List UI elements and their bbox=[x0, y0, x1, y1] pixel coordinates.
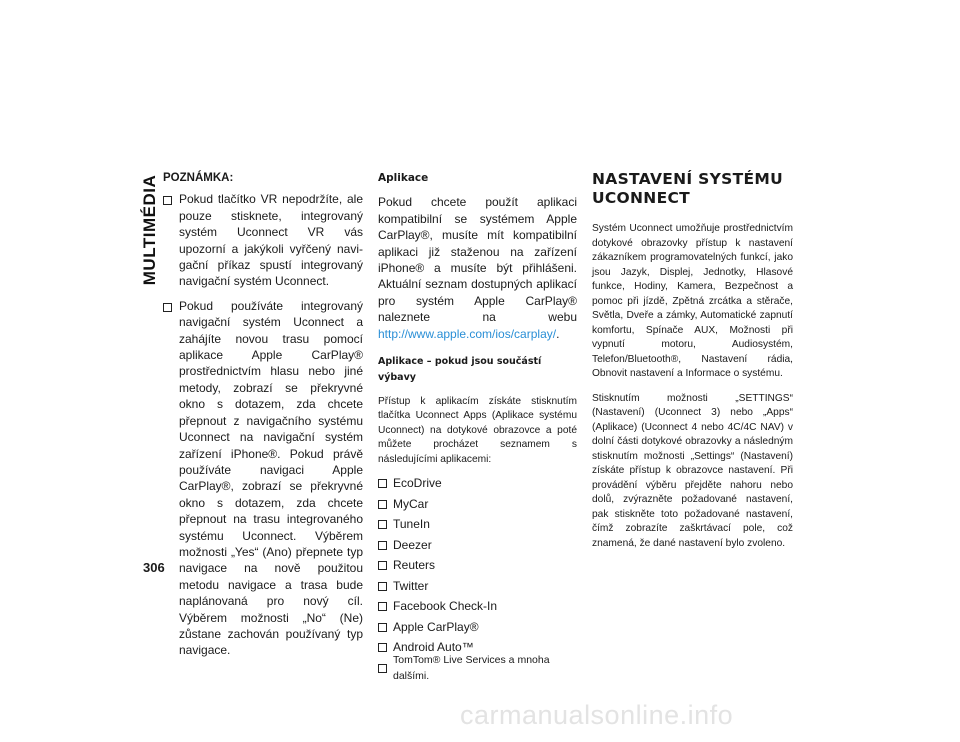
app-name: Facebook Check-In bbox=[393, 599, 498, 614]
period: . bbox=[556, 326, 560, 341]
app-name: EcoDrive bbox=[393, 476, 442, 491]
checkbox-bullet-icon bbox=[378, 520, 387, 529]
settings-column bbox=[592, 170, 793, 561]
section-label: MULTIMÉDIA bbox=[140, 174, 159, 286]
apps-access-paragraph: Přístup k aplikacím získáte stisknutím tlačítka Uconnect Apps (Aplikace systému Uconnect) na dotykové obrazovce a poté můžete procházet seznamem s následujícími aplikacemi: bbox=[378, 395, 577, 465]
note-bullet bbox=[163, 191, 363, 289]
apps-list bbox=[378, 473, 577, 683]
checkbox-bullet-icon bbox=[378, 561, 387, 570]
list-item bbox=[378, 653, 577, 683]
checkbox-bullet-icon bbox=[378, 582, 387, 591]
app-name: MyCar bbox=[393, 496, 429, 511]
app-name: Reuters bbox=[393, 558, 436, 573]
list-item bbox=[378, 535, 577, 556]
list-item bbox=[378, 473, 577, 494]
apps-column bbox=[378, 170, 577, 683]
checkbox-bullet-icon bbox=[163, 196, 172, 205]
app-name: Twitter bbox=[393, 578, 429, 593]
checkbox-bullet-icon bbox=[378, 623, 387, 632]
list-item bbox=[378, 576, 577, 597]
app-name: Apple CarPlay® bbox=[393, 619, 479, 634]
checkbox-bullet-icon bbox=[163, 303, 172, 312]
list-item bbox=[378, 494, 577, 515]
settings-paragraph-1: Systém Uconnect umožňuje prostřednictvím dotykové obrazovky přístup k nastavení zákazníkem programovatelných funkcí, jako jsou Jazyk, Displej, Jednotky, Hlasové funkce, Hodiny, Kamera, Bezpečnost a pomoc při jízdě, Zpětná zrcátka a stěrače, Světla, Dveře a zámky, Automatické zapnutí komfortu, Spínače AUX, Možnosti při vypnutí motoru, Audiosystém, Telefon/Bluetooth®, Nastavení rádia, Obnovit nastavení a Informace o systému. bbox=[592, 223, 793, 379]
checkbox-bullet-icon bbox=[378, 479, 387, 488]
note-heading: POZNÁMKA: bbox=[163, 172, 234, 184]
list-item bbox=[378, 555, 577, 576]
list-item bbox=[378, 596, 577, 617]
page-number: 306 bbox=[143, 560, 165, 575]
checkbox-bullet-icon bbox=[378, 643, 387, 652]
note-bullet-text: Pokud tlačítko VR nepodržíte, ale pouze stisknete, integrovaný systém Uconnect VR vás upozorní a jakýkoli vyřčený navigační příkaz spustí integrovaný navigační systém Uconnect. bbox=[179, 192, 363, 289]
note-column bbox=[163, 170, 363, 667]
settings-paragraph-2: Stisknutím možnosti „SETTINGS“ (Nastavení) (Uconnect 3) nebo „Apps“ (Aplikace) (Uconnect 4 nebo 4C/4C NAV) v dolní části dotykové obrazovky a následným stisknutím možnosti „Settings“ (Nastavení) získáte přístup k obrazovce nastavení. Při provádění výběru přejděte nahoru nebo dolů, zvýrazněte požadované nastavení, pak stiskněte toto požadované nastavení, čímž zobrazíte zaškrtávací pole, což znamená, že dané nastavení bylo zvoleno. bbox=[592, 392, 793, 549]
apps-subheading: Aplikace – pokud jsou součástí výbavy bbox=[378, 356, 542, 384]
list-item bbox=[378, 514, 577, 535]
app-name: Deezer bbox=[393, 537, 432, 552]
app-name: TuneIn bbox=[393, 517, 430, 532]
watermark: carmanualsonline.info bbox=[460, 700, 734, 730]
checkbox-bullet-icon bbox=[378, 541, 387, 550]
settings-heading: NASTAVENÍ SYSTÉMU UCONNECT bbox=[592, 170, 783, 207]
checkbox-bullet-icon bbox=[378, 500, 387, 509]
apps-paragraph-text: Pokud chcete použít aplikaci kompatibilní se systémem Apple CarPlay®, musíte mít kompatibilní aplikaci již staženou na zařízení iPhone® a musíte být přihlášeni. Aktuální seznam dostupných aplikací pro systém Apple CarPlay® naleznete na webu bbox=[378, 195, 577, 325]
apps-heading: Aplikace bbox=[378, 172, 429, 184]
note-bullet bbox=[163, 298, 363, 659]
app-name: TomTom® Live Services a mnoha dalšími. bbox=[393, 653, 550, 683]
apps-paragraph bbox=[378, 194, 577, 342]
app-name: Android Auto™ bbox=[393, 640, 474, 655]
checkbox-bullet-icon bbox=[378, 602, 387, 611]
section-tab bbox=[140, 166, 160, 294]
list-item bbox=[378, 617, 577, 638]
checkbox-bullet-icon bbox=[378, 664, 387, 673]
note-bullet-text: Pokud používáte integrovaný navigační systém Uconnect a zahájíte novou trasu pomocí aplikace Apple CarPlay® prostřednictvím hlasu nebo jiné metody, zobrazí se překryvné okno s dotazem, zda chcete přepnout z navigačního systému Uconnect na navigační systém zařízení iPhone®. Pokud právě používáte navigaci Apple CarPlay®, zobrazí se překryvné okno s dotazem, zda chcete přepnout na trasu integrovaného systému Uconnect. Výběrem možnosti „Yes“ (Ano) přepnete typ navigace na nově použitou metodu navigace a trasa bude naplánovaná pro nový cíl. Výběrem možnosti „No“ (Ne) zůstane zachován používaný typ navigace. bbox=[179, 298, 363, 658]
carplay-link[interactable]: http://www.apple.com/ios/carplay/ bbox=[378, 326, 557, 341]
